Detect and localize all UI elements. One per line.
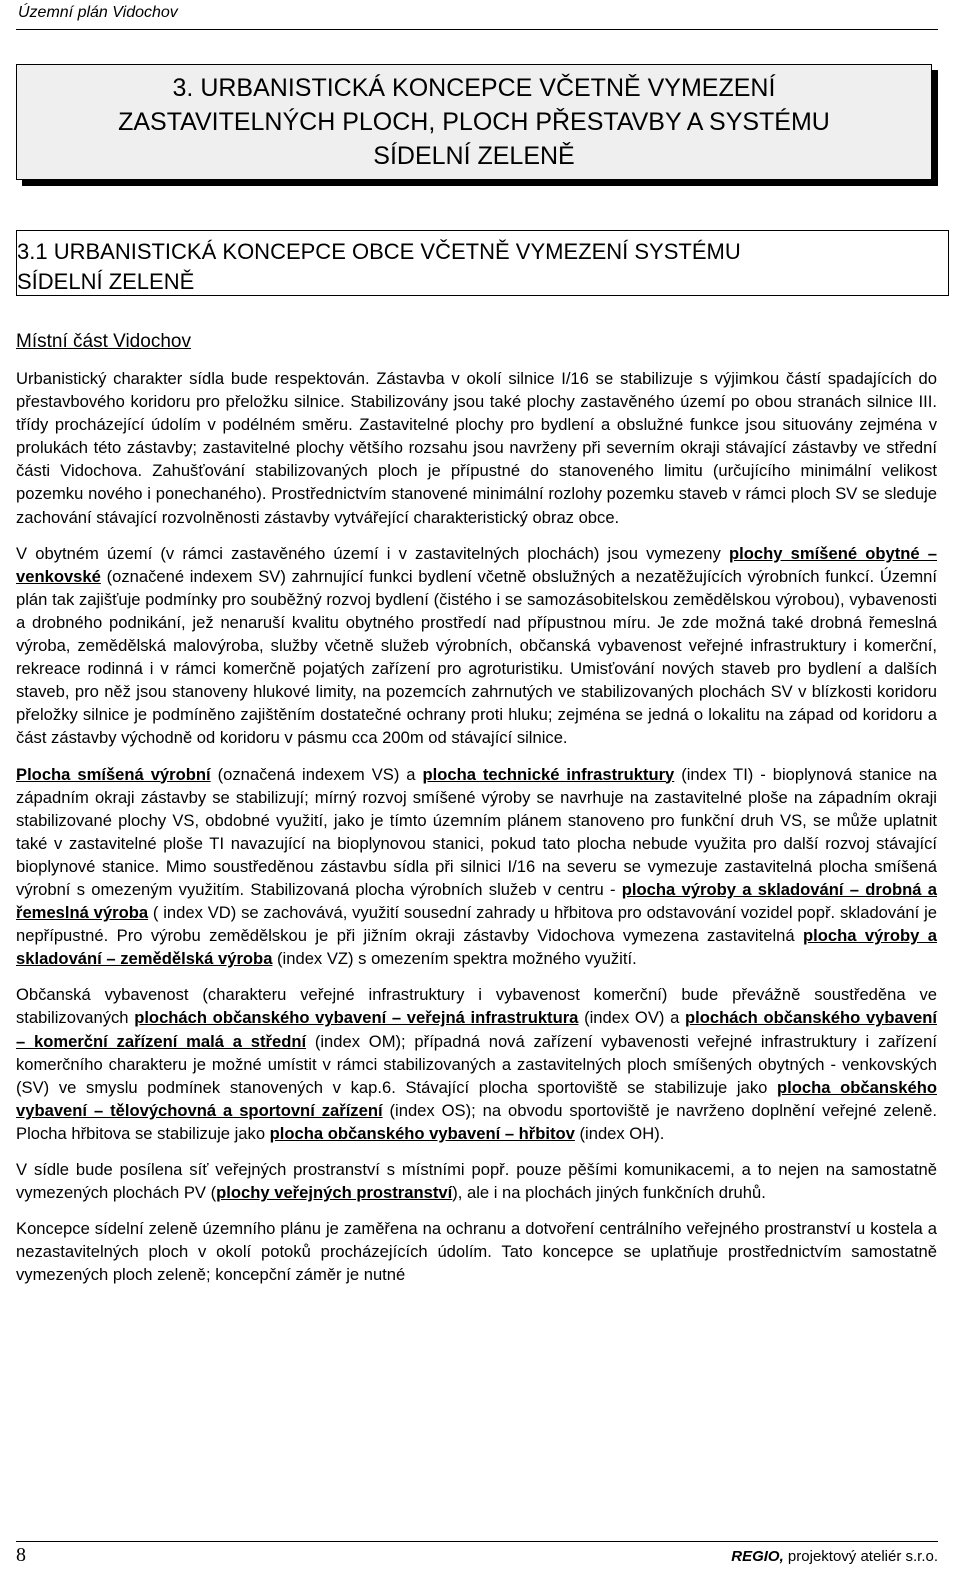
paragraph-3-text-d: (index VZ) s omezením spektra možného využití. xyxy=(272,949,637,969)
paragraph-4 xyxy=(16,983,937,1145)
paragraph-4-text-d: (index OS); na obvodu sportoviště je navrženo doplnění veřejné zeleně. Plocha hřbitova se stabilizuje jako xyxy=(16,1100,937,1143)
chapter-title-line-3: SÍDELNÍ ZELENĚ xyxy=(373,142,575,170)
term-plocha-vyroby-zemedelska: plocha výroby a skladování – zemědělská výroba xyxy=(16,926,938,969)
paragraph-3-text-c: ( index VD) se zachovává, využití sousední zahrady u hřbitova pro odstavování vozidel popř. skladování je nepřípustné. Pro výrobu zemědělskou je při jižním okraji zástavby Vidochova vymezena zastavitelná xyxy=(16,903,937,946)
term-obcanske-vybaveni-verejna: plochách občanského vybavení – veřejná infrastruktura xyxy=(134,1008,579,1028)
chapter-heading-box xyxy=(16,64,932,180)
paragraph-5-text-b: ), ale i na plochách jiných funkčních druhů. xyxy=(452,1183,766,1203)
paragraph-5 xyxy=(16,1158,937,1204)
section-heading-box xyxy=(16,230,949,296)
paragraph-3-text-b: (index TI) - bioplynová stanice na západním okraji zástavby se stabilizují; mírný rozvoj smíšené výroby se navrhuje na zastavitelné ploše na západním okraji stabilizované plochy VS, obdobné využití, jako je tímto územním plánem stanoveno pro funkční druh VS, se může uplatnit také v zastavitelné ploše TI navazující na bioplynovou stanici, pokud tato plocha nebude využita pro další rozvoj stávající bioplynové stanice. Mimo soustředěnou zástavbu sídla při silnici I/16 na severu se vymezuje zastavitelná plocha smíšená výrobní s omezeným využitím. Stabilizovaná plocha výrobních služeb v centru - xyxy=(16,764,938,899)
page-number: 8 xyxy=(16,1544,26,1566)
chapter-title-line-1: 3. URBANISTICKÁ KONCEPCE VČETNĚ VYMEZENÍ xyxy=(172,74,776,102)
running-header: Územní plán Vidochov xyxy=(18,4,178,21)
section-title-line-1: 3.1 URBANISTICKÁ KONCEPCE OBCE VČETNĚ VYMEZENÍ SYSTÉMU xyxy=(17,239,741,264)
paragraph-5-text-a: V sídle bude posílena síť veřejných prostranství s místními popř. pouze pěšími komunikacemi, a to nejen na samostatně vymezených plochách PV ( xyxy=(16,1160,937,1203)
term-plocha-vyroby-drobna: plocha výroby a skladování – drobná a řemeslná výroba xyxy=(16,879,937,923)
footer-firm xyxy=(731,1548,938,1565)
paragraph-3 xyxy=(16,763,937,971)
term-plocha-smisena-vyrobni: Plocha smíšená výrobní xyxy=(16,764,211,784)
paragraph-6: Koncepce sídelní zeleně územního plánu je zaměřena na ochranu a dotvoření centrálního veřejného prostranství u kostela a nezastavitelných ploch v okolí potoků procházejících údolím. Tato koncepce se uplatňuje prostřednictvím samostatně vymezených ploch zeleně; koncepční záměr je nutné xyxy=(16,1219,937,1285)
footer-rule xyxy=(16,1541,938,1542)
subsection-title: Místní část Vidochov xyxy=(16,331,191,352)
term-obcanske-vybaveni-hrbitov: plocha občanského vybavení – hřbitov xyxy=(269,1123,575,1143)
paragraph-4-text-c: (index OM); případná nová zařízení vybavenosti veřejné infrastruktury i zařízení komerčního charakteru je možné umístit v rámci stabilizovaných a zastavitelných ploch smíšených obytných - venkovských (SV) ve smyslu podmínek stanovených v kap.6. Stávající plocha sportoviště se stabilizuje jako xyxy=(16,1031,937,1097)
term-obcanske-vybaveni-komercni: plochách občanského vybavení – komerční zařízení malá a střední xyxy=(16,1008,937,1051)
paragraph-2 xyxy=(16,542,937,750)
term-plochy-smisene-obytne: plochy smíšené obytné – venkovské xyxy=(16,543,938,586)
chapter-title xyxy=(118,71,830,173)
term-obcanske-vybaveni-sportovni: plocha občanského vybavení – tělovýchovná a sportovní zařízení xyxy=(16,1077,937,1120)
paragraph-4-text-a: Občanská vybavenost (charakteru veřejné infrastruktury i vybavenost komerční) bude převážně soustředěna ve stabilizovaných xyxy=(16,985,937,1028)
term-plochy-verejnych-prostranstvi: plochy veřejných prostranství xyxy=(216,1183,453,1203)
section-title-line-2: SÍDELNÍ ZELENĚ xyxy=(17,269,195,294)
body-text xyxy=(16,367,937,1299)
firm-rest: projektový ateliér s.r.o. xyxy=(783,1548,938,1565)
paragraph-2-text-a: V obytném území (v rámci zastavěného území i v zastavitelných plochách) jsou vymezeny xyxy=(16,543,729,563)
section-title xyxy=(17,237,948,297)
firm-name: REGIO, xyxy=(731,1548,784,1565)
header-rule xyxy=(16,29,938,30)
paragraph-4-text-b: (index OV) a xyxy=(578,1008,685,1028)
term-plocha-technicke-infrastruktury: plocha technické infrastruktury xyxy=(422,764,675,784)
chapter-title-line-2: ZASTAVITELNÝCH PLOCH, PLOCH PŘESTAVBY A SYSTÉMU xyxy=(118,108,830,136)
paragraph-1: Urbanistický charakter sídla bude respektován. Zástavba v okolí silnice I/16 se stabilizuje s výjimkou částí spadajících do přestavbového koridoru pro přeložku silnice. Stabilizovány jsou také plochy zastavěného území po obou stranách silnice III. třídy procházející údolím v podélném směru. Zastavitelné plochy pro bydlení a obslužné funkce jsou situovány zejména v prolukách této zástavby; zastavitelné plochy většího rozsahu jsou navrženy při severním okraji stávající zástavby ve střední části Vidochova. Zahušťování stabilizovaných ploch je přípustné do stanoveného limitu (určujícího minimální velikost pozemku nového i ponechaného). Prostřednictvím stanovené minimální rozlohy pozemku staveb v rámci ploch SV se sleduje zachování stávající rozvolněnosti zástavby vytvářející charakteristický obraz obce. xyxy=(16,369,937,527)
paragraph-4-text-e: (index OH). xyxy=(574,1123,665,1143)
paragraph-2-text-b: (označené indexem SV) zahrnující funkci bydlení včetně obslužných a nezatěžujících výrobních funkcí. Územní plán tak zajišťuje podmínky pro souběžný rozvoj bydlení (čistého i se samozásobitelskou zemědělskou výrobou), vybavenosti a drobného podnikání, jež nenaruší kvalitu obytného prostředí nad přípustnou míru. Je zde možná také drobná řemeslná výroba, zemědělská malovýroba, služby včetně služeb výrobních, občanská vybavenost veřejné infrastruktury i komerční, rekreace rodinná i v rámci komerčně pojatých zařízení pro agroturistiku. Umisťování nových staveb pro bydlení a dalších staveb, pro něž jsou stanoveny hlukové limity, na pozemcích zahrnutých ve stabilizovaných plochách SV v blízkosti koridoru přeložky silnice je podmíněno zajištěním dostatečné ochrany proti hluku; zejména se jedná o lokalitu na západ od koridoru a část zástavby východně od koridoru v pásmu cca 200m od stávající silnice. xyxy=(16,566,937,748)
paragraph-3-text-a: (označená indexem VS) a xyxy=(210,764,423,784)
